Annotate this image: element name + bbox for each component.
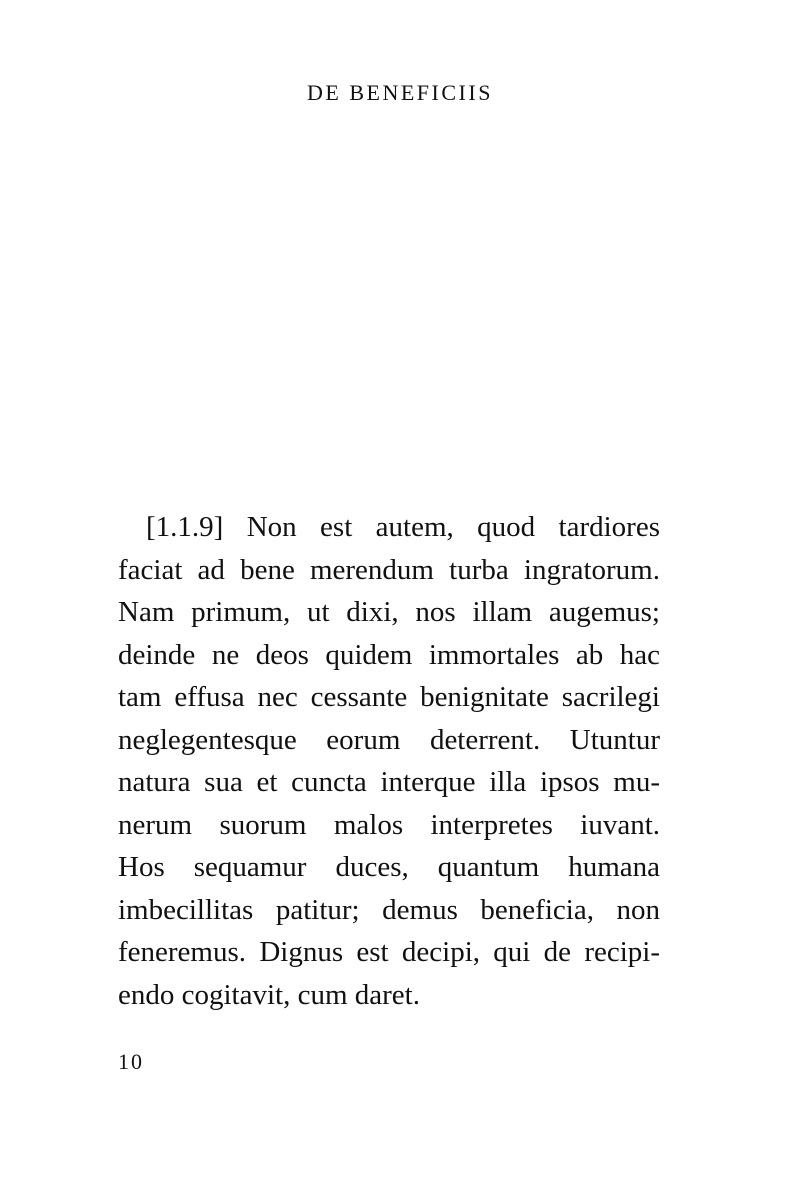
text-line: endo cogitavit, cum daret. xyxy=(118,978,420,1011)
running-head: DE BENEFICIIS xyxy=(307,80,493,105)
text-line: Nam primum, ut dixi, nos illam augemus; xyxy=(118,596,660,628)
body-paragraph xyxy=(118,506,660,1016)
text-line: [1.1.9] Non est autem, quod tardiores xyxy=(146,511,660,543)
text-line: faciat ad bene merendum turba ingratorum. xyxy=(118,553,660,586)
text-line: deinde ne deos quidem immortales ab hac xyxy=(118,638,660,671)
text-line: feneremus. Dignus est decipi, qui de recipi- xyxy=(118,936,660,968)
text-line: tam effusa nec cessante benignitate sacrilegi xyxy=(118,681,660,713)
text-line: neglegentesque eorum deterrent. Utuntur xyxy=(118,723,660,756)
text-line: Hos sequamur duces, quantum humana xyxy=(118,851,660,883)
text-line: natura sua et cuncta interque illa ipsos mu- xyxy=(118,766,660,798)
page-number: 10 xyxy=(118,1049,144,1074)
text-line: imbecillitas patitur; demus beneficia, non xyxy=(118,893,660,926)
text-line: nerum suorum malos interpretes iuvant. xyxy=(118,808,660,841)
